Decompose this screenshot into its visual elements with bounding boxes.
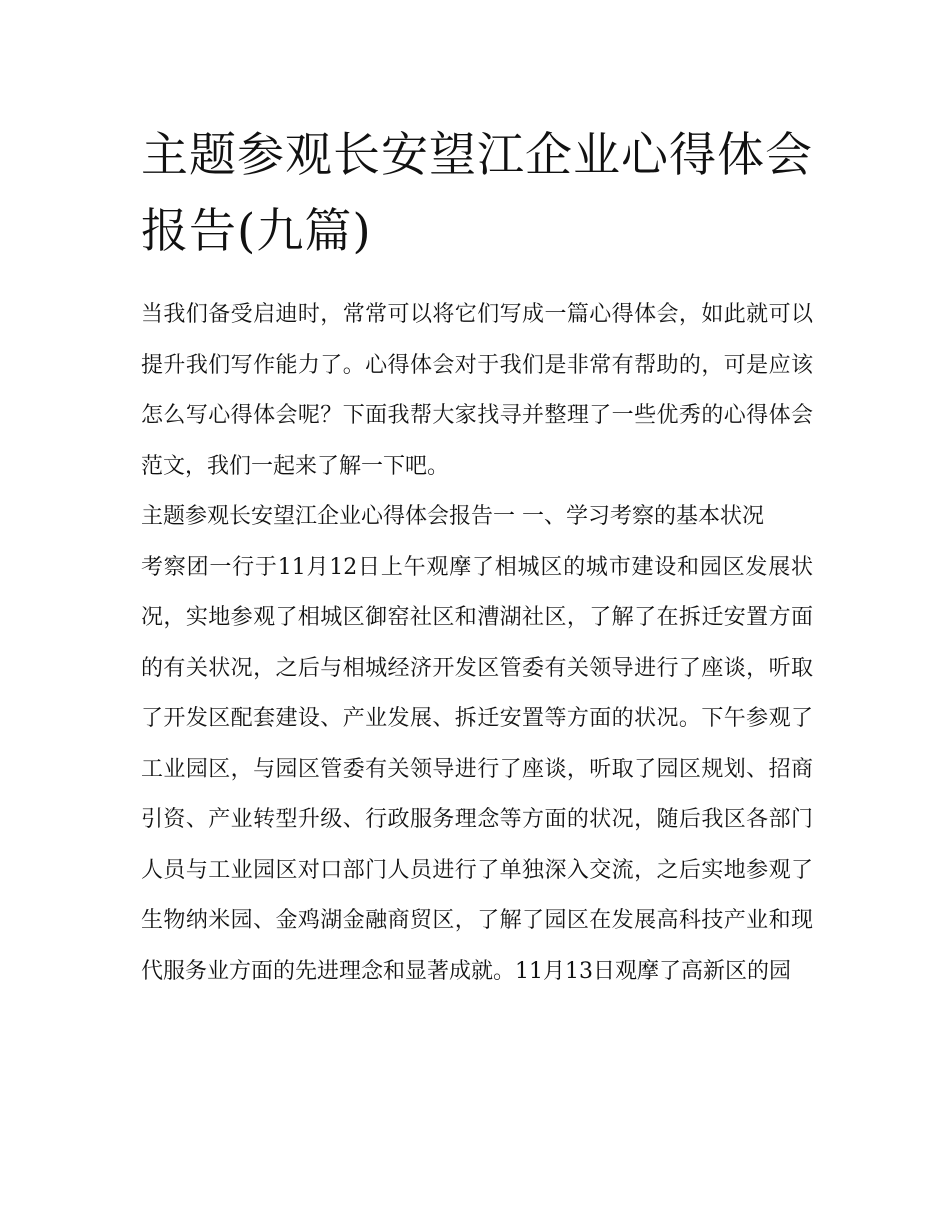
intro-paragraph: 当我们备受启迪时，常常可以将它们写成一篇心得体会，如此就可以提升我们写作能力了。心得体会对于我们是非常有帮助的，可是应该怎么写心得体会呢？下面我帮大家找寻并整理了一些优秀的心得体会范文，我们一起来了解一下吧。 [141,302,813,479]
document-title: 主题参观长安望江企业心得体会报告(九篇) [141,128,813,259]
body-paragraph: 考察团一行于11月12日上午观摩了相城区的城市建设和园区发展状况，实地参观了相城区御窑社区和漕湖社区，了解了在拆迁安置方面的有关状况，之后与相城经济开发区管委有关领导进行了座谈，听取了开发区配套建设、产业发展、拆迁安置等方面的状况。下午参观了工业园区，与园区管委有关领导进行了座谈，听取了园区规划、招商引资、产业转型升级、行政服务理念等方面的状况，随后我区各部门人员与工业园区对口部门人员进行了单独深入交流，之后实地参观了生物纳米园、金鸡湖金融商贸区，了解了园区在发展高科技产业和现代服务业方面的先进理念和显著成就。11月13日观摩了高新区的园 [141,554,813,984]
section-heading: 主题参观长安望江企业心得体会报告一 一、学习考察的基本状况 [141,504,764,529]
document-page [141,118,813,997]
